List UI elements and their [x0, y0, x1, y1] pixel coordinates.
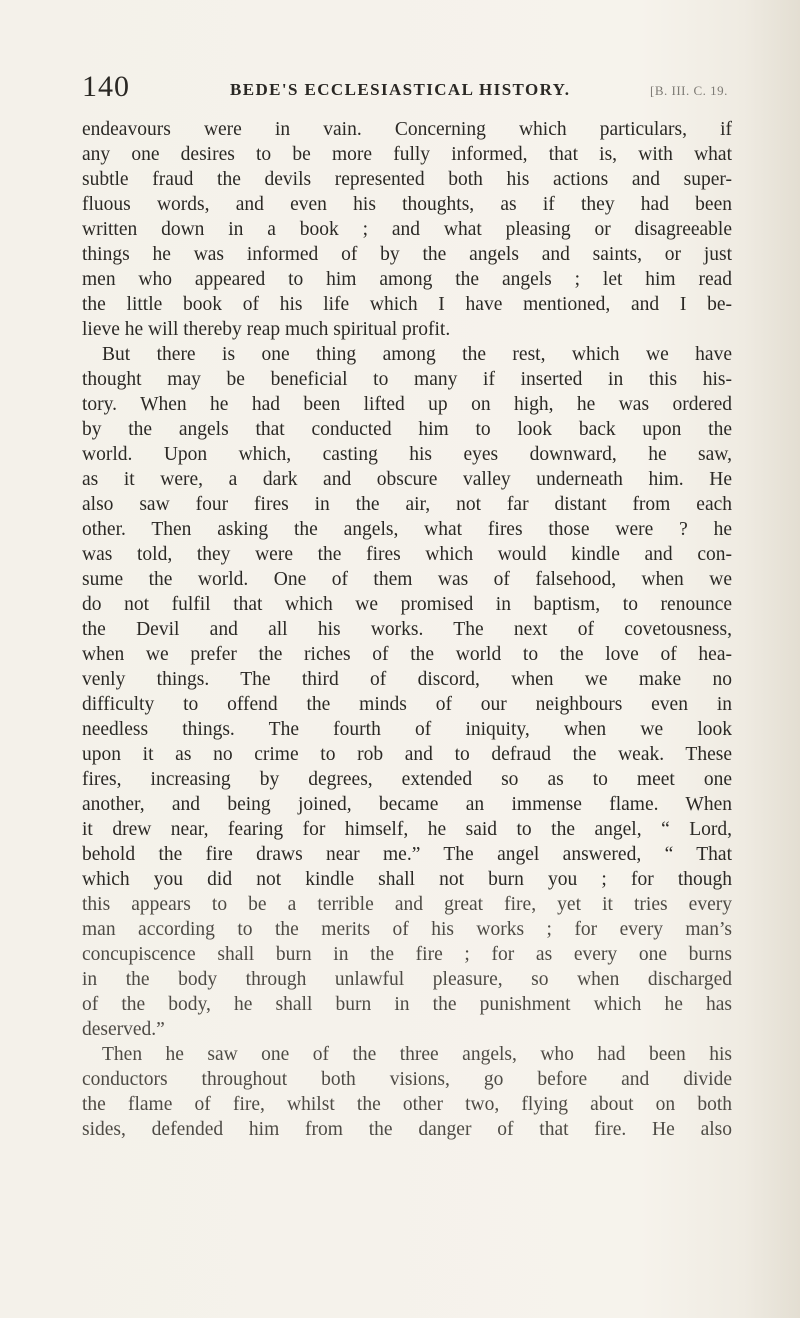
- text-line: this appears to be a terrible and great fire, yet it tries every: [82, 894, 732, 915]
- text-line: was told, they were the fires which would kindle and con-: [82, 544, 732, 565]
- text-line: men who appeared to him among the angels ; let him read: [82, 269, 732, 290]
- text-line: fluous words, and even his thoughts, as if they had been: [82, 194, 732, 215]
- text-line: in the body through unlawful pleasure, so when discharged: [82, 969, 732, 990]
- text-line: behold the fire draws near me.” The angel answered, “ That: [82, 844, 732, 865]
- text-line: endeavours were in vain. Concerning which particulars, if: [82, 119, 732, 140]
- text-line: the flame of fire, whilst the other two, flying about on both: [82, 1094, 732, 1115]
- text-line: sume the world. One of them was of falsehood, when we: [82, 569, 732, 590]
- text-line: the Devil and all his works. The next of covetousness,: [82, 619, 732, 640]
- text-line: subtle fraud the devils represented both his actions and super-: [82, 169, 732, 190]
- text-line: upon it as no crime to rob and to defraud the weak. These: [82, 744, 732, 765]
- text-line: difficulty to offend the minds of our neighbours even in: [82, 694, 732, 715]
- text-line: Then he saw one of the three angels, who had been his: [102, 1044, 732, 1065]
- text-line: concupiscence shall burn in the fire ; for as every one burns: [82, 944, 732, 965]
- text-line: fires, increasing by degrees, extended so as to meet one: [82, 769, 732, 790]
- text-line: by the angels that conducted him to look back upon the: [82, 419, 732, 440]
- text-line: sides, defended him from the danger of that fire. He also: [82, 1119, 732, 1140]
- text-line: thought may be beneficial to many if inserted in this his-: [82, 369, 732, 390]
- text-line: do not fulfil that which we promised in baptism, to renounce: [82, 594, 732, 615]
- text-line: world. Upon which, casting his eyes downward, he saw,: [82, 444, 732, 465]
- text-line: written down in a book ; and what pleasing or disagreeable: [82, 219, 732, 240]
- text-line: lieve he will thereby reap much spiritual profit.: [82, 319, 451, 340]
- text-line: of the body, he shall burn in the punishment which he has: [82, 994, 732, 1015]
- text-line: it drew near, fearing for himself, he said to the angel, “ Lord,: [82, 819, 732, 840]
- text-line: needless things. The fourth of iniquity, when we look: [82, 719, 732, 740]
- text-line: any one desires to be more fully informed, that is, with what: [82, 144, 732, 165]
- text-line: also saw four fires in the air, not far distant from each: [82, 494, 732, 515]
- page-number: 140: [82, 70, 130, 103]
- text-line: the little book of his life which I have mentioned, and I be-: [82, 294, 732, 315]
- section-reference: [B. III. C. 19.: [650, 83, 728, 98]
- page-header: [82, 70, 772, 110]
- text-line: things he was informed of by the angels and saints, or just: [82, 244, 732, 265]
- text-line: man according to the merits of his works ; for every man’s: [82, 919, 732, 940]
- text-line: deserved.”: [82, 1019, 165, 1040]
- text-line: other. Then asking the angels, what fires those were ? he: [82, 519, 732, 540]
- text-line: tory. When he had been lifted up on high, he was ordered: [82, 394, 732, 415]
- text-line: But there is one thing among the rest, which we have: [102, 344, 732, 365]
- text-line: which you did not kindle shall not burn you ; for though: [82, 869, 732, 890]
- body-text: [82, 117, 732, 1142]
- text-line: venly things. The third of discord, when we make no: [82, 669, 732, 690]
- text-line: another, and being joined, became an immense flame. When: [82, 794, 732, 815]
- text-line: when we prefer the riches of the world to the love of hea-: [82, 644, 732, 665]
- text-line: as it were, a dark and obscure valley underneath him. He: [82, 469, 732, 490]
- text-line: conductors throughout both visions, go before and divide: [82, 1069, 732, 1090]
- running-head: BEDE'S ECCLESIASTICAL HISTORY.: [230, 80, 571, 99]
